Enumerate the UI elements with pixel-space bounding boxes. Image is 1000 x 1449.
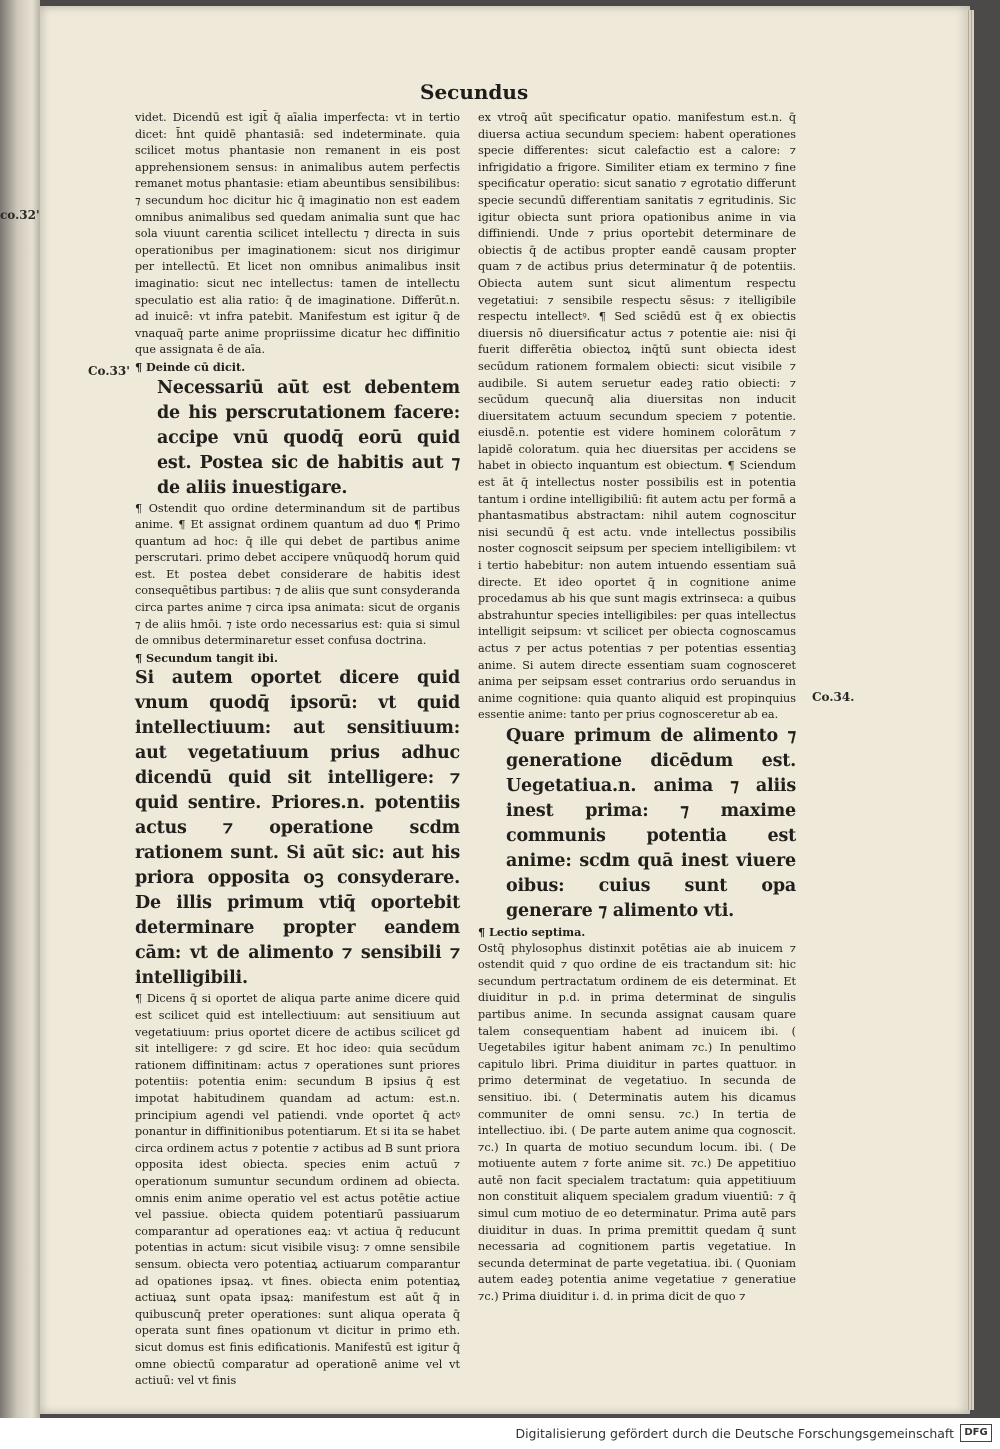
left-rubric-deinde: ¶ Deinde cū dicit. <box>135 359 246 374</box>
dfg-logo: DFG <box>960 1424 992 1442</box>
right-paragraph-1: ex vtroq̄ aūt specificatur opatio. manifestum est.n. q̄ diuersa actiua secundum speciem: habent operationes specie differentes: sicut calefactio est a calore: ⁊ infrigidatio a frigore. Similiter etiam ex termino ⁊ fine specificatur operatio: sicut sanatio ⁊ egrotatio differunt specie secundū differentiam sanitatis ⁊ egritudinis. Sic igitur obiecta sunt priora opationibus anime in via diffiniendi. Unde ⁊ prius oportebit determinare de obiectis q̄ de actibus propter eandē causam propter quam ⁊ de actibus prius determinatur q̄ de potentiis. Obiecta autem sunt sicut alimentum respectu vegetatiui: ⁊ sensibile respectu sēsus: ⁊ itelligibile respectu intellectꝰ. ¶ Sed sciēdū est q̄ ex obiectis diuersis nō diuersificatur actus ⁊ potentie aie: nisi q̄i fuerit differētia obiectoꝝ inq̄tū sunt obiecta idest secūdum rationem formalem obiecti: sicut visibile ⁊ audibile. Si autem seruetur eadeꝫ ratio obiecti: ⁊ secūdum quecunq̄ alia diuersitas non inducit diuersitatem actuum secundum speciem ⁊ potentie. eiusdē.n. potentie est videre hominem colorātum ⁊ lapidē coloratum. quia hec diuersitas per accidens se habet in obiecto inquantum est obiectum. ¶ Sciendum est āt q̄ intellectus noster possibilis est in potentia tantum i ordine intelligibiliū: fit autem actu per formā a phantasmatibus abstractam: nihil autem cognoscitur nisi secundū q̄ est actu. vnde intellectus possibilis noster cognoscit seipsum per speciem intelligibilem: vt i tertio habebitur: non autem intuendo essentiam suā directe. Et ideo oportet q̄ in cognitione anime procedamus ab his que sunt magis extrinseca: a quibus abstrahuntur species intelligibiles: per quas intellectus intelligit seipsum: vt scilicet per obiecta cognoscamus actus ⁊ per actus potentias ⁊ per potentias essentiaꝫ anime. Si autem directe essentiam suam cognosceret anima per seipsam esset contrarius ordo seruandus in anime cognitione: quia quanto aliquid est propinquius essentie anime: tanto per prius cognosceretur ab ea. <box>478 111 796 722</box>
margin-note-top-left: co.32' <box>0 208 40 222</box>
footer-credit: Digitalisierung gefördert durch die Deutsche Forschungsgemeinschaft <box>515 1426 954 1441</box>
left-rubric-secundum: ¶ Secundum tangit ibi. <box>135 650 278 665</box>
left-column <box>135 110 460 1390</box>
right-paragraph-postquam: Ostq̄ phylosophus distinxit potētias aie ab inuicem ⁊ ostendit quid ⁊ quo ordine de eis tractandum sit: hic secundum pertractatum ordinem de eis determinat. Et diuiditur in p.d. in prima determinat de singulis partibus anime. In secunda assignat causam quare talem consequentiam habent ad inuicem ibi. ( Uegetabiles igitur habent animam ⁊c.) In penultimo capitulo libri. Prima diuiditur in partes quattuor. in primo determinat de vegetatiuo. In secunda de sensitiuo. ibi. ( Determinatis autem his dicamus communiter de omni sensu. ⁊c.) In tertia de intellectiuo. ibi. ( De parte autem anime qua cognoscit. ⁊c.) In quarta de motiuo secundum locum. ibi. ( De motiuente autem ⁊ forte anime sit. ⁊c.) De appetitiuo autē non facit specialem tractatum: quia appetitiuum non constituit aliquem specialem gradum viuentiū: ⁊ q̄ simul cum motiuo de eo determinatur. Prima autē pars diuiditur in duas. In prima premittit quedam q̄ sunt necessaria ad cognitionem partis vegetatiue. In secunda determinat de parte vegetatiua. ibi. ( Quoniam autem eadeꝫ potentia anime vegetatiue ⁊ generatiue ⁊c.) Prima diuiditur i. d. in prima dicit de quo ⁊ <box>478 941 796 1304</box>
margin-note-co34: Co.34. <box>812 690 855 704</box>
left-lemma-necessarium: Necessariū aūt est debentem de his perscrutationem facere: accipe vnū quodq̄ eorū quid est. Postea sic de habitis aut ⁊ de aliis inuestigare. <box>157 377 460 498</box>
right-lemma-quare: Quare primum de alimento ⁊ generatione dicēdum est. Uegetatiua.n. anima ⁊ aliis inest prima: ⁊ maxime communis potentia est anime: scdm quā inest viuere oibus: cuius sunt opa generare ⁊ alimento vti. <box>506 725 796 921</box>
footer-bar <box>0 1418 1000 1449</box>
left-paragraph-ostendit: ¶ Ostendit quo ordine determinandum sit de partibus anime. ¶ Et assignat ordinem quantum ad duo ¶ Primo quantum ad hoc: q̄ ille qui debet de partibus anime perscrutari. primo debet accipere vnūquodq̄ horum quid est. Et postea debet considerare de habitis idest consequētibus partibus: ⁊ de aliis que sunt consyderanda circa partes anime ⁊ circa ipsa animata: sicut de organis ⁊ de aliis hmōi. ⁊ iste ordo necessarius est: quia si simul de omnibus determinaretur esset confusa doctrina. <box>135 501 460 648</box>
left-paragraph-1: videt. Dicendū est igit̄ q̄ aīalia imperfecta: vt in tertio dicet: h̄nt quidē phantasiā: sed indeterminate. quia scilicet motus phantasie non remanent in eis post apprehensionem sensus: in animalibus autem perfectis remanet motus phantasie: etiam abeuntibus sensibilibus: ⁊ secundum hoc dicitur hic q̄ imaginatio non est eadem omnibus animalibus sed quedam animalia sunt que hac sola viuunt carentia scilicet intellectu ⁊ directa in suis operationibus per imaginationem: sicut nos dirigimur per intellectū. Et licet non omnibus animalibus insit imaginatio: sicut nec intellectus: tamen de intellectu speculatio est alia ratio: q̄ de imaginatione. Differūt.n. ad inuicē: vt infra patebit. Manifestum est igitur q̄ de vnaquaq̄ parte anime propriissime dicatur hec diffinitio que assignata ē de aīa. <box>135 111 460 357</box>
page-stack-edge <box>966 10 974 1410</box>
right-column <box>478 110 796 1306</box>
left-lemma-si-autem: Si autem oportet dicere quid vnum quodq̄ ipsorū: vt quid intellectiuum: aut sensitiuum: aut vegetatiuum prius adhuc dicendū quid sit intelligere: ⁊ quid sentire. Priores.n. potentiis actus ⁊ operatione scdm rationem sunt. Si aūt sic: aut his priora opposita oꝫ consyderare. De illis primum vtiq̄ oportebit determinare propter eandem cām: vt de alimento ⁊ sensibili ⁊ intelligibili. <box>135 668 460 989</box>
right-rubric-lectio: ¶ Lectio septima. <box>478 924 586 939</box>
left-paragraph-dicens: ¶ Dicens q̄ si oportet de aliqua parte anime dicere quid est scilicet quid est intellectiuum: aut sensitiuum aut vegetatiuum: prius oportet dicere de actibus scilicet gd sit intelligere: ⁊ gd scire. Et hoc ideo: quia secūdum rationem diffinitinam: actus ⁊ operationes sunt priores potentiis: potentia enim: secundum B ipsius q̄ est impotat habitudinem quandam ad actum: est.n. principium agendi vel patiendi. vnde oportet q̄ actꝰ ponantur in diffinitionibus potentiarum. Et si ita se habet circa ordinem actus ⁊ potentie ⁊ actibus ad B sunt priora opposita idest obiecta. species enim actuū ⁊ operationum sumuntur secundum ordinem ad obiecta. omnis enim anime operatio vel est actus potētie actiue vel passiue. obiecta quidem potentiarū passiuarum comparantur ad operationes eaꝝ: vt actiua q̄ reducunt potentias in actum: sicut visibile visuꝫ: ⁊ omne sensibile sensum. obiecta vero potentiaꝝ actiuarum comparantur ad opationes ipsaꝝ. vt fines. obiecta enim potentiaꝝ actiuaꝝ sunt opata ipsaꝝ: manifestum est aūt q̄ in quibuscunq̄ preter operationes: sunt aliqua operata q̄ operata sunt fines opationum vt dicitur in primo eth. sicut domus est finis edificationis. Manifestū est igitur q̄ omne obiectū comparatur ad operationē anime vel vt actiuū: vel vt finis <box>135 992 460 1388</box>
margin-note-co33: Co.33' <box>88 364 130 378</box>
running-head: Secundus <box>420 80 529 104</box>
